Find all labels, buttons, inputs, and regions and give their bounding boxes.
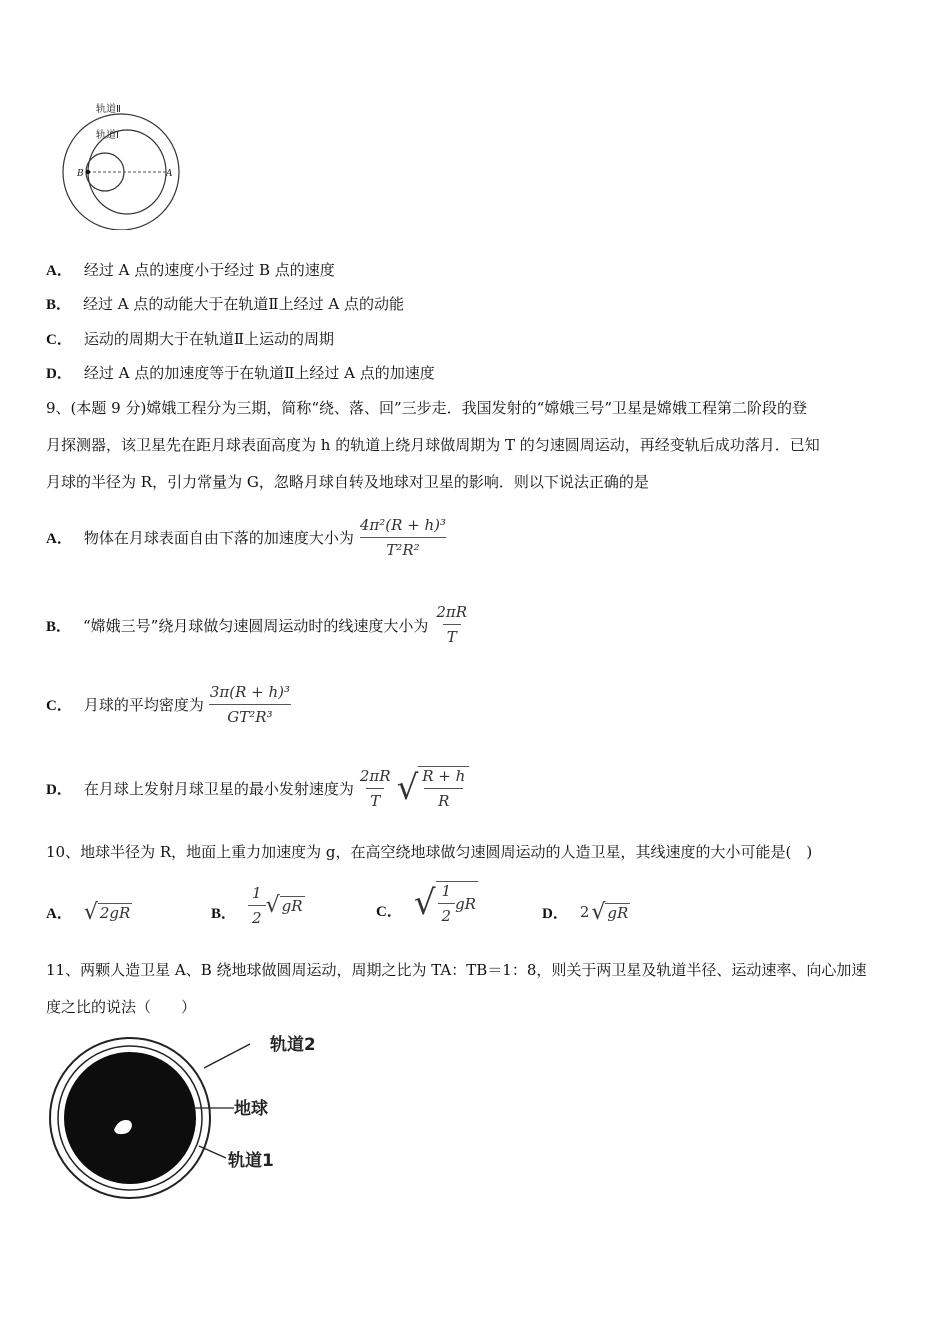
q8-option-c-text: 运动的周期大于在轨道Ⅱ上运动的周期 [83, 330, 335, 348]
q9-stem-line3: 月球的半径为 R，引力常量为 G，忽略月球自转及地球对卫星的影响．则以下说法正确的是 [46, 473, 649, 491]
q11-label-earth: 地球 [234, 1099, 268, 1119]
q9-option-c-denominator: GT²R³ [209, 704, 290, 726]
q9-option-c-letter: C． [46, 697, 72, 714]
q9-option-a-text: 物体在月球表面自由下落的加速度大小为 [83, 528, 354, 547]
q11-orbit-figure [44, 1028, 314, 1208]
q10-option-b-radical-sign: √ [265, 892, 280, 918]
q10-option-b-sqrt [266, 893, 305, 918]
q10-option-c-letter: C． [376, 903, 402, 920]
q9-option-c [46, 676, 294, 732]
q10-option-d [542, 895, 630, 929]
q9-option-c-numerator: 3π(R + h)³ [209, 682, 291, 701]
q10-option-c-expr: gR [455, 894, 476, 913]
q9-option-a-denominator: T²R² [360, 537, 445, 559]
q9-stem-line2: 月探测器，该卫星先在距月球表面高度为 h 的轨道上绕月球做周期为 T 的匀速圆周运动，再经变轨后成功落月．已知 [46, 436, 820, 454]
q8-point-b [86, 170, 90, 174]
q8-option-a [46, 260, 335, 281]
q11-stem-line2: 度之比的说法（ ） [46, 998, 197, 1016]
q10-option-d-coefficient: 2 [579, 903, 590, 921]
q9-option-c-fraction [206, 683, 294, 726]
q10-option-d-expr: gR [607, 903, 629, 922]
q9-option-b-denominator: T [443, 624, 461, 646]
q10-stem: 10、地球半径为 R，地面上重力加速度为 g，在高空绕地球做匀速圆周运动的人造卫星，其线速度的大小可能是( ) [46, 843, 813, 861]
q10-option-d-radical-sign: √ [591, 899, 606, 925]
q10-option-b-denominator: 2 [248, 905, 266, 927]
q9-option-a-numerator: 4π²(R + h)³ [359, 515, 447, 534]
q8-orbit-figure [44, 100, 184, 230]
q10-option-a-radical-sign: √ [83, 899, 98, 925]
q10-option-a [46, 895, 132, 929]
q10-option-b-letter: B． [211, 905, 237, 922]
q10-option-c-fraction [438, 882, 456, 925]
q8-label-orbit1: 轨道Ⅰ [96, 130, 119, 141]
q8-label-b: B [77, 169, 84, 179]
q11-leader-orbit2 [204, 1044, 250, 1068]
q8-option-a-text: 经过 A 点的速度小于经过 B 点的速度 [83, 261, 335, 279]
q8-option-c [46, 329, 334, 350]
q10-option-c-numerator: 1 [441, 882, 452, 900]
q9-option-a [46, 509, 450, 565]
q9-option-c-text: 月球的平均密度为 [83, 695, 204, 714]
q10-option-c-radical-sign: √ [413, 883, 436, 923]
q8-option-a-letter: A． [46, 263, 72, 279]
q9-option-b-letter: B． [46, 619, 72, 635]
q10-option-a-letter: A． [46, 905, 72, 922]
q8-option-d-text: 经过 A 点的加速度等于在轨道Ⅱ上经过 A 点的加速度 [83, 364, 435, 382]
q9-option-d-root-denominator: R [424, 788, 463, 810]
q10-option-b-expr: gR [281, 896, 303, 915]
q8-option-b-text: 经过 A 点的动能大于在轨道Ⅱ上经过 A 点的动能 [83, 295, 404, 313]
q9-option-d-text: 在月球上发射月球卫星的最小发射速度为 [83, 779, 354, 798]
q9-option-d [46, 760, 469, 816]
q9-option-b [46, 590, 471, 656]
q10-option-b [211, 880, 305, 930]
q10-option-b-numerator: 1 [252, 883, 262, 902]
q9-option-a-fraction [356, 516, 450, 559]
q11-label-orbit1: 轨道1 [228, 1151, 274, 1171]
q9-option-d-letter: D． [46, 781, 72, 798]
q10-option-a-sqrt [84, 900, 132, 925]
q8-label-orbit2: 轨道Ⅱ [96, 104, 121, 115]
q11-label-orbit2: 轨道2 [270, 1035, 314, 1055]
q10-option-b-fraction [248, 884, 266, 927]
q10-option-c [376, 876, 478, 930]
q8-orbit-diagram [44, 100, 184, 230]
q11-stem-line1: 11、两颗人造卫星 A、B 绕地球做圆周运动，周期之比为 TA：TB＝1：8，则关于两卫星及轨道半径、运动速率、向心加速 [46, 961, 867, 979]
q8-label-a: A [166, 169, 173, 179]
q9-option-b-text: “嫦娥三号”绕月球做匀速圆周运动时的线速度大小为 [83, 617, 429, 635]
q8-option-c-letter: C． [46, 332, 72, 348]
q10-option-a-expr: 2gR [99, 903, 131, 922]
q9-option-d-root-fraction [418, 766, 469, 810]
q9-option-d-root-numerator: R + h [422, 767, 466, 785]
q10-option-c-radicand [436, 881, 478, 925]
q10-option-d-expr-group [580, 900, 630, 925]
q9-option-d-sqrt [397, 766, 470, 810]
q11-orbit-diagram [44, 1028, 314, 1208]
q10-option-c-sqrt [414, 881, 478, 925]
q9-option-a-letter: A． [46, 530, 72, 547]
q9-option-d-denominator: T [366, 788, 384, 810]
q9-option-b-numerator: 2πR [436, 603, 468, 621]
q8-option-b-letter: B． [46, 297, 72, 313]
q9-option-d-fraction [356, 767, 395, 810]
q9-option-d-numerator: 2πR [359, 766, 391, 785]
q10-option-d-letter: D． [542, 905, 568, 922]
q8-option-b [46, 294, 404, 315]
q9-option-b-fraction [432, 603, 471, 646]
q8-option-d [46, 363, 435, 384]
q9-option-d-radical-sign: √ [396, 768, 419, 808]
q11-earth-disc [64, 1052, 196, 1184]
q10-option-c-denominator: 2 [438, 903, 456, 925]
q8-option-d-letter: D． [46, 366, 72, 382]
q9-stem-line1: 9、(本题 9 分)嫦娥工程分为三期，简称“绕、落、回”三步走．我国发射的“嫦娥三号”卫星是嫦娥工程第二阶段的登 [46, 399, 808, 417]
